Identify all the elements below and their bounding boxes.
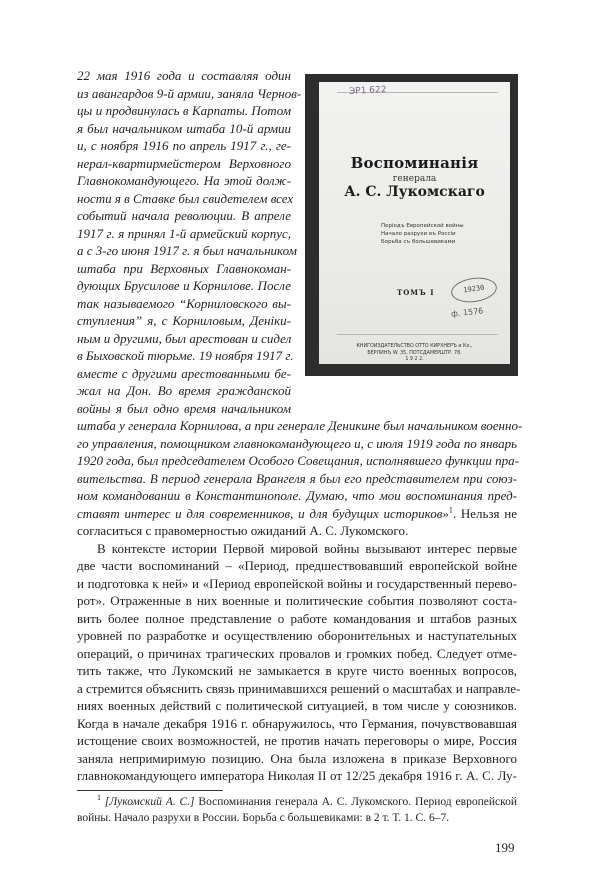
library-stamp: 19230 [450, 275, 499, 305]
footnote-line [77, 793, 517, 808]
text-line: вить более полное представление о работе командования и штабов разных [77, 610, 517, 626]
footnote-number: 1 [97, 793, 101, 803]
text-line: заняла непримиримую позицию. Она была изложена в приказе Верховного [77, 750, 517, 766]
book-cover-photo [305, 74, 518, 376]
cover-author: А. С. Лукомскаго [344, 184, 485, 200]
text-line: согласиться с правомерностью ожиданий А. С. Лукомского. [77, 523, 409, 538]
text-line: истощение своих возможностей, не против начать переговоры о мире, Россия [77, 733, 517, 748]
text-line: из авангардов 9-й армии, заняла Чернов- [77, 85, 302, 101]
text-line-mixed [77, 506, 517, 522]
quote-end: ставят интерес и для современников, и для будущих историков» [77, 505, 449, 521]
text-line: а с 3-го июня 1917 г. я был начальником [77, 243, 297, 258]
cover-title: Воспоминанія [350, 154, 479, 172]
text-line: ным и другими, был арестован и сидел [77, 330, 292, 346]
text-line: в Быховской тюрьме. 19 ноября 1917 г. [77, 348, 294, 363]
text-line: вместе с другими арестованными бе- [77, 365, 291, 381]
text-line: ности я в Ставке был свидетелем всех [77, 190, 294, 206]
publisher-line: БЕРЛИНЪ W. 35, ПОТСДАМЕРШТР. 78. [367, 350, 462, 356]
text-line: вительства. В период генерала Врангеля я был его представителем при союз- [77, 470, 517, 486]
text-line: операций, о причинах трагических провалов и громких побед. Следует отме- [77, 645, 517, 661]
handwritten-number: ф. 1576 [450, 306, 484, 319]
text-line: событий начала революции. В апреле [77, 208, 291, 223]
publisher-line: КНИГОИЗДАТЕЛЬСТВО ОТТО КИРХНЕРЪ и Ко., [356, 344, 473, 349]
text-line: 1917 г. я принял 1-й армейский корпус, [77, 225, 291, 241]
text-line: и подготовка к ней» и «Период европейской войны и государственный перево- [77, 575, 517, 591]
text-line: я был начальником штаба 10-й армии [77, 120, 291, 136]
text-line: го управления, помощником главнокомандующего и, с июля 1919 года по январь [77, 435, 517, 451]
text-line: тить также, что Лукомский не замыкается в круге чисто военных вопросов, [77, 663, 517, 678]
publisher-line: 1 9 2 2. [405, 357, 424, 362]
text-line: а стремится объяснить связь принимавшихся решений о масштабах и направле- [77, 680, 521, 696]
footnote-rule [77, 790, 223, 791]
text-line: главнокомандующего императора Николая II от 12/25 декабря 1916 г. А. С. Лу- [77, 768, 517, 783]
text-line: штаба при Верховных Главнокоман- [77, 260, 291, 276]
text-line: нерал-квартирмейстером Верховного [77, 155, 291, 171]
cover-part: Началo разрухи въ Россіи [381, 231, 456, 237]
text-line: Главнокомандующего. На этой долж- [77, 173, 291, 188]
text-line: штаба у генерала Корнилова, а при генерале Деникине был начальником военно- [77, 418, 523, 433]
footnote-author: [Лукомский А. С.] [104, 796, 195, 808]
cover-volume: ТОМЪ I [397, 288, 435, 297]
cover-sheet [319, 82, 510, 364]
cover-subtitle: генерала [392, 174, 437, 184]
text-line: уровней по разработке и осуществлению оборонительных и наступательных [77, 628, 517, 643]
footnote-line: войны. Начало разрухи в России. Борьба с большевиками: в 2 т. Т. 1. С. 6–7. [77, 812, 450, 824]
text-line: жал на Дон. Во время гражданской [77, 383, 291, 398]
text-line: войны я был одно время начальником [77, 400, 291, 416]
text-line: 1920 года, был председателем Особого Совещания, исполнявшего функции пра- [77, 453, 519, 468]
cover-parts [381, 222, 464, 246]
text-line: две части воспоминаний – «Период, предшествовавший европейской войне [77, 558, 517, 573]
text-line: ступления” я, с Корниловым, Денiки- [77, 313, 291, 328]
text-line: рот». Отраженные в них военные и политические события позволяют соста- [77, 593, 517, 608]
text-line: ном командовании в Константинополе. Думаю, что мои воспоминания пред- [77, 488, 517, 503]
text-line: и, с ноября 1916 по апрель 1917 г., ге- [77, 138, 291, 153]
cover-rule [337, 334, 498, 335]
text-line: Когда в начале декабря 1916 г. обнаружилось, что Германия, почувствовавшая [77, 715, 517, 731]
footnote-ref[interactable]: 1 [448, 505, 453, 515]
text-fragment: . Нельзя не [452, 505, 517, 521]
cover-publisher [325, 344, 504, 364]
text-line: дующих Брусилове и Корнилове. После [77, 278, 291, 293]
footnote-text: Воспоминания генерала А. С. Лукомского. Период европейской [194, 796, 517, 808]
text-line: ниях военных действий с политической ситуацией, в том числе у союзников. [77, 698, 517, 713]
text-line: цы и продвинулась в Карпаты. Потом [77, 103, 291, 118]
text-line: 22 мая 1916 года и составляя один [77, 68, 291, 83]
cover-part: Борьба съ большевиками [381, 239, 456, 245]
cover-part: Періодъ Европейской войны [381, 223, 464, 229]
handwritten-shelfmark: ЭР1 622 [348, 85, 387, 97]
paragraph-start: В контексте истории Первой мировой войны вызывают интерес первые [97, 540, 517, 556]
page-number: 199 [495, 840, 515, 855]
text-line: так называемого “Корниловского вы- [77, 295, 291, 311]
